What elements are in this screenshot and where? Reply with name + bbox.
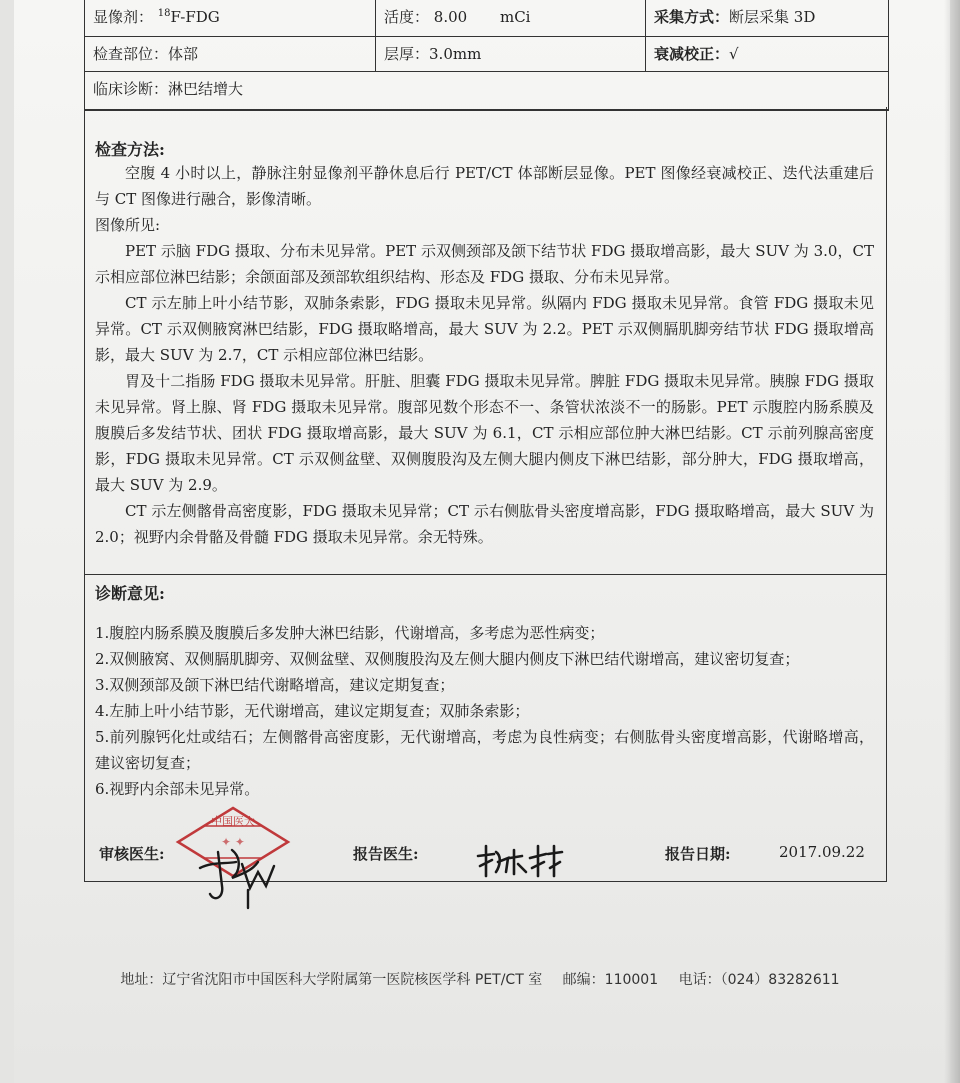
agent-label: 显像剂： bbox=[93, 8, 154, 26]
agent-isotope-sup: 18 bbox=[157, 8, 171, 19]
diagnosis-item: 1.腹腔内肠系膜及腹膜后多发肿大淋巴结影，代谢增高，多考虑为恶性病变； bbox=[95, 624, 605, 642]
svg-text:✦ ✦: ✦ ✦ bbox=[221, 835, 245, 849]
activity-label: 活度： bbox=[384, 8, 430, 26]
findings-paragraph: PET 示脑 FDG 摄取、分布未见异常。PET 示双侧颈部及颌下结节状 FDG 摄取增高影，最大 SUV 为 3.0，CT 示相应部位淋巴结影；余颌面部及颈部软组织结构、形态及 FDG 摄取、分布未见异常。 bbox=[95, 242, 874, 286]
agent-cell bbox=[85, 0, 376, 36]
date-label: 报告日期: bbox=[665, 845, 731, 863]
page-edge-shadow bbox=[944, 0, 960, 1083]
header-row-3 bbox=[85, 72, 888, 110]
reviewer-label: 审核医生: bbox=[99, 845, 165, 863]
report-date: 2017.09.22 bbox=[779, 843, 865, 861]
diagnosis-title: 诊断意见: bbox=[95, 584, 165, 603]
atten-cell bbox=[646, 37, 888, 71]
header-row-2 bbox=[85, 37, 888, 72]
findings-paragraph: CT 示左侧髂骨高密度影，FDG 摄取未见异常；CT 示右侧肱骨头密度增高影，FDG 摄取略增高，最大 SUV 为 2.0；视野内余骨骼及骨髓 FDG 摄取未见异常。余无特殊。 bbox=[95, 502, 874, 546]
collect-cell bbox=[646, 0, 888, 36]
site-value: 体部 bbox=[168, 45, 199, 63]
findings-paragraph: CT 示左肺上叶小结节影，双肺条索影，FDG 摄取未见异常。纵隔内 FDG 摄取未见异常。食管 FDG 摄取未见异常。CT 示双侧腋窝淋巴结影，FDG 摄取略增高，最大 SUV 为 2.2。PET 示双侧膈肌脚旁结节状 FDG 摄取增高影，最大 SUV 为 2.7，CT 示相应部位淋巴结影。 bbox=[95, 294, 874, 364]
footer-phone: 电话：（024）83282611 bbox=[678, 972, 840, 988]
atten-label: 衰减校正： bbox=[654, 45, 730, 63]
header-table bbox=[84, 0, 889, 111]
diagnosis-item: 3.双侧颈部及颌下淋巴结代谢略增高，建议定期复查； bbox=[95, 676, 455, 694]
footer-postcode: 邮编：110001 bbox=[562, 972, 659, 988]
method-intro: 空腹 4 小时以上，静脉注射显像剂平静休息后行 PET/CT 体部断层显像。PET 图像经衰减校正、迭代法重建后与 CT 图像进行融合，影像清晰。 bbox=[95, 164, 874, 208]
findings-label: 图像所见: bbox=[95, 216, 161, 234]
activity-value: 8.00 bbox=[433, 8, 468, 26]
activity-unit: mCi bbox=[499, 8, 531, 26]
diagnosis-item: 6.视野内余部未见异常。 bbox=[95, 780, 260, 798]
findings-paragraph: 胃及十二指肠 FDG 摄取未见异常。肝脏、胆囊 FDG 摄取未见异常。脾脏 FDG 摄取未见异常。胰腺 FDG 摄取未见异常。肾上腺、肾 FDG 摄取未见异常。腹部见数个形态不一、条管状浓淡不一的肠影。PET 示腹腔内肠系膜及腹膜后多发结节状、团状 FDG 摄取增高影，最大 SUV 为 6.1，CT 示相应部位肿大淋巴结影。CT 示前列腺高密度影，FDG 摄取未见异常。CT 示双侧盆壁、双侧腹股沟及左侧大腿内侧皮下淋巴结影，部分肿大，FDG 摄取增高，最大 SUV 为 2.9。 bbox=[95, 372, 874, 494]
site-label: 检查部位： bbox=[93, 45, 169, 63]
header-row-1 bbox=[85, 0, 888, 37]
clinical-cell bbox=[85, 72, 888, 109]
collect-label: 采集方式： bbox=[654, 8, 730, 26]
reviewer-signature bbox=[192, 832, 284, 910]
diagnosis-item: 4.左肺上叶小结节影，无代谢增高，建议定期复查；双肺条索影； bbox=[95, 702, 530, 720]
reporter-label: 报告医生: bbox=[353, 845, 419, 863]
diagnosis-item: 2.双侧腋窝、双侧膈肌脚旁、双侧盆壁、双侧腹股沟及左侧大腿内侧皮下淋巴结代谢增高，建议密切复查； bbox=[95, 650, 800, 668]
stamp-text: 中国医大 bbox=[211, 815, 255, 828]
atten-check-value: √ bbox=[729, 45, 739, 63]
thickness-cell bbox=[376, 37, 646, 71]
clinical-value: 淋巴结增大 bbox=[168, 80, 244, 98]
site-cell bbox=[85, 37, 376, 71]
activity-cell bbox=[376, 0, 646, 36]
clinical-label: 临床诊断： bbox=[93, 80, 169, 98]
diagnosis-item: 5.前列腺钙化灶或结石；左侧髂骨高密度影，无代谢增高，考虑为良性病变；右侧肱骨头密度增高影，代谢略增高，建议密切复查； bbox=[95, 728, 874, 772]
collect-value: 断层采集 3D bbox=[729, 8, 816, 26]
footer bbox=[0, 969, 960, 989]
method-title: 检查方法: bbox=[95, 140, 165, 159]
thickness-label: 层厚： bbox=[384, 45, 430, 63]
reporter-signature bbox=[474, 844, 566, 880]
agent-value: F-FDG bbox=[170, 8, 220, 26]
footer-address: 地址：辽宁省沈阳市中国医科大学附属第一医院核医学科 PET/CT 室 bbox=[120, 972, 543, 988]
thickness-value: 3.0mm bbox=[429, 45, 482, 63]
method-section bbox=[84, 107, 887, 575]
